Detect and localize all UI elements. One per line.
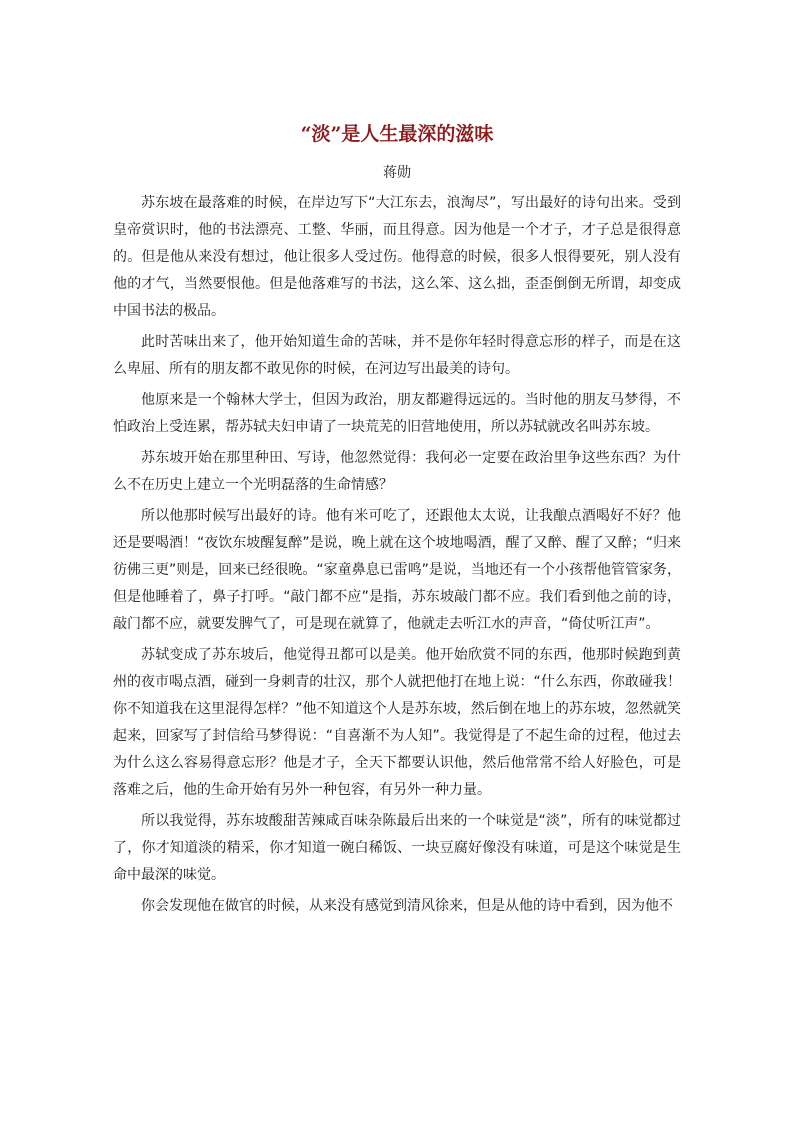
paragraph-7: 所以我觉得，苏东坡酸甜苦辣咸百味杂陈最后出来的一个味觉是“淡”，所有的味觉都过了，你才知道淡的精采，你才知道一碗白稀饭、一块豆腐好像没有味道，可是这个味觉是生命中最深的味觉。: [113, 813, 681, 883]
paragraph-5: 所以他那时候写出最好的诗。他有米可吃了，还跟他太太说，让我酿点酒喝好不好？他还是要喝酒！“夜饮东坡醒复醉”是说，晚上就在这个坡地喝酒，醒了又醉、醒了又醉；“归来彷佛三更”则是，回来已经很晚。“家童鼻息已雷鸣”是说，当地还有一个小孩帮他管管家务，但是他睡着了，鼻子打呼。“敲门都不应”是指，苏东坡敲门都不应。我们看到他之前的诗，敲门都不应，就要发脾气了，可是现在就算了，他就走去听江水的声音，“倚仗听江声”。: [113, 508, 681, 632]
article-body: [113, 190, 681, 924]
article-title: “淡”是人生最深的滋味: [300, 123, 494, 145]
paragraph-2: 此时苦味出来了，他开始知道生命的苦味，并不是你年轻时得意忘形的样子，而是在这么卑屈、所有的朋友都不敢见你的时候，在河边写出最美的诗句。: [113, 334, 681, 377]
article-author: 蒋勋: [383, 165, 411, 181]
paragraph-8: 你会发现他在做官的时候，从来没有感觉到清风徐来，但是从他的诗中看到，因为他不: [141, 898, 673, 914]
paragraph-3: 他原来是一个翰林大学士，但因为政治，朋友都避得远远的。当时他的朋友马梦得，不怕政治上受连累，帮苏轼夫妇申请了一块荒芜的旧营地使用，所以苏轼就改名叫苏东坡。: [113, 392, 681, 435]
paragraph-6: 苏轼变成了苏东坡后，他觉得丑都可以是美。他开始欣赏不同的东西，他那时候跑到黄州的夜市喝点酒，碰到一身刺青的壮汉，那个人就把他打在地上说：“什么东西，你敢碰我！你不知道我在这里混得怎样？”他不知道这个人是苏东坡，然后倒在地上的苏东坡，忽然就笑起来，回家写了封信给马梦得说：“自喜渐不为人知”。我觉得是了不起生命的过程，他过去为什么这么容易得意忘形？他是才子，全天下都要认识他，然后他常常不给人好脸色，可是落难之后，他的生命开始有另外一种包容，有另外一种力量。: [113, 647, 681, 798]
paragraph-4: 苏东坡开始在那里种田、写诗，他忽然觉得：我何必一定要在政治里争这些东西？为什么不在历史上建立一个光明磊落的生命情感？: [113, 450, 681, 493]
paragraph-1: 苏东坡在最落难的时候，在岸边写下“大江东去，浪淘尽”，写出最好的诗句出来。受到皇帝赏识时，他的书法漂亮、工整、华丽，而且得意。因为他是一个才子，才子总是很得意的。但是他从来没有想过，他让很多人受过伤。他得意的时候，很多人恨得要死，别人没有他的才气，当然要恨他。但是他落难写的书法，这么笨、这么拙，歪歪倒倒无所谓，却变成中国书法的极品。: [113, 195, 681, 319]
